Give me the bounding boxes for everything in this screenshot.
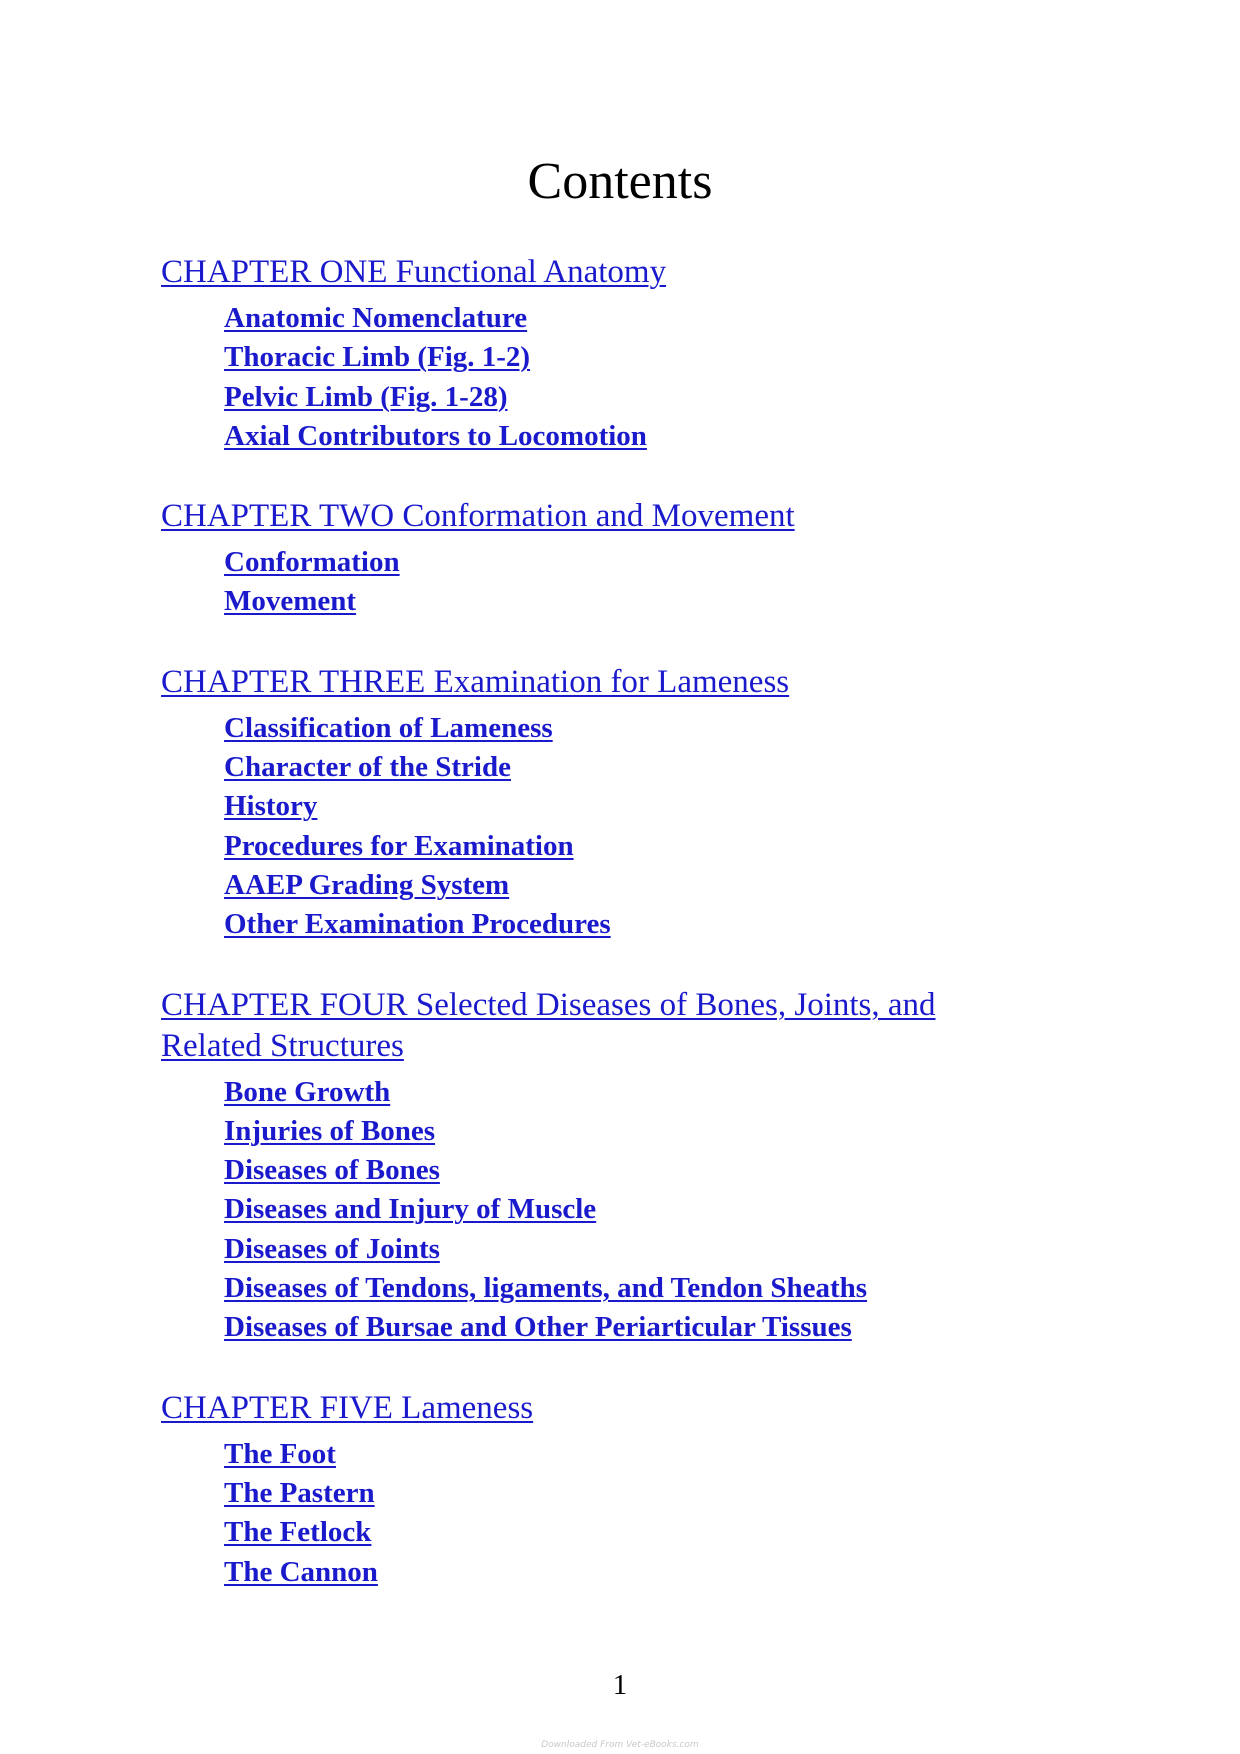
section-link[interactable]: The Pastern	[224, 1476, 375, 1509]
chapter-block-three	[161, 662, 1061, 945]
chapter-link-three[interactable]: CHAPTER THREE Examination for Lameness	[161, 663, 790, 700]
section-link[interactable]: Conformation	[224, 546, 400, 579]
chapter-link-five[interactable]: CHAPTER FIVE Lameness	[161, 1389, 534, 1426]
section-link[interactable]: Other Examination Procedures	[224, 908, 611, 941]
section-link[interactable]: Classification of Lameness	[224, 711, 553, 744]
list-item	[224, 1269, 1061, 1308]
section-list	[161, 709, 1061, 945]
watermark-text: Downloaded From Vet-eBooks.com	[541, 1740, 699, 1750]
section-link[interactable]: AAEP Grading System	[224, 868, 510, 901]
section-list	[161, 1435, 1061, 1592]
list-item	[224, 1553, 1061, 1592]
section-link[interactable]: Anatomic Nomenclature	[224, 302, 528, 334]
list-item	[224, 417, 1061, 456]
chapter-block-one	[161, 252, 1061, 456]
list-item	[224, 299, 1061, 338]
chapter-link-one[interactable]: CHAPTER ONE Functional Anatomy	[161, 254, 667, 290]
section-link[interactable]: Bone Growth	[224, 1075, 391, 1108]
chapter-block-five	[161, 1388, 1061, 1592]
section-link[interactable]: Procedures for Examination	[224, 829, 574, 862]
section-list	[161, 1073, 1061, 1348]
section-link[interactable]: Thoracic Limb (Fig. 1-2)	[224, 341, 531, 374]
section-link[interactable]: Diseases of Bursae and Other Periarticular Tissues	[224, 1311, 852, 1344]
list-item	[224, 1230, 1061, 1269]
chapter-link-four[interactable]: CHAPTER FOUR Selected Diseases of Bones, Joints, and Related Structures	[161, 986, 936, 1064]
list-item	[224, 866, 1061, 905]
section-link[interactable]: Pelvic Limb (Fig. 1-28)	[224, 380, 508, 413]
section-link[interactable]: Diseases and Injury of Muscle	[224, 1193, 597, 1226]
section-link[interactable]: The Foot	[224, 1437, 336, 1470]
page-number: 1	[612, 1669, 628, 1701]
section-link[interactable]: The Fetlock	[224, 1516, 372, 1549]
section-link[interactable]: Character of the Stride	[224, 751, 511, 784]
list-item	[224, 1435, 1061, 1474]
chapter-block-four	[161, 985, 1061, 1348]
section-link[interactable]: The Cannon	[224, 1555, 378, 1588]
list-item	[224, 1073, 1061, 1112]
list-item	[224, 582, 1061, 621]
chapter-link-two[interactable]: CHAPTER TWO Conformation and Movement	[161, 498, 795, 535]
section-list	[161, 299, 1061, 456]
list-item	[224, 1190, 1061, 1229]
page-title: Contents	[527, 153, 713, 210]
section-link[interactable]: Diseases of Bones	[224, 1154, 440, 1187]
section-link[interactable]: History	[224, 790, 318, 823]
list-item	[224, 787, 1061, 826]
list-item	[224, 1513, 1061, 1552]
list-item	[224, 1474, 1061, 1513]
section-link[interactable]: Diseases of Joints	[224, 1232, 440, 1265]
table-of-contents	[161, 252, 1061, 1632]
section-link[interactable]: Movement	[224, 585, 357, 618]
list-item	[224, 905, 1061, 944]
chapter-block-two	[161, 496, 1061, 622]
list-item	[224, 1308, 1061, 1347]
section-link[interactable]: Diseases of Tendons, ligaments, and Tendon Sheaths	[224, 1272, 868, 1305]
list-item	[224, 748, 1061, 787]
list-item	[224, 378, 1061, 417]
list-item	[224, 338, 1061, 377]
list-item	[224, 709, 1061, 748]
section-link[interactable]: Axial Contributors to Locomotion	[224, 419, 647, 452]
list-item	[224, 1112, 1061, 1151]
list-item	[224, 543, 1061, 582]
section-list	[161, 543, 1061, 622]
list-item	[224, 827, 1061, 866]
section-link[interactable]: Injuries of Bones	[224, 1114, 436, 1147]
list-item	[224, 1151, 1061, 1190]
